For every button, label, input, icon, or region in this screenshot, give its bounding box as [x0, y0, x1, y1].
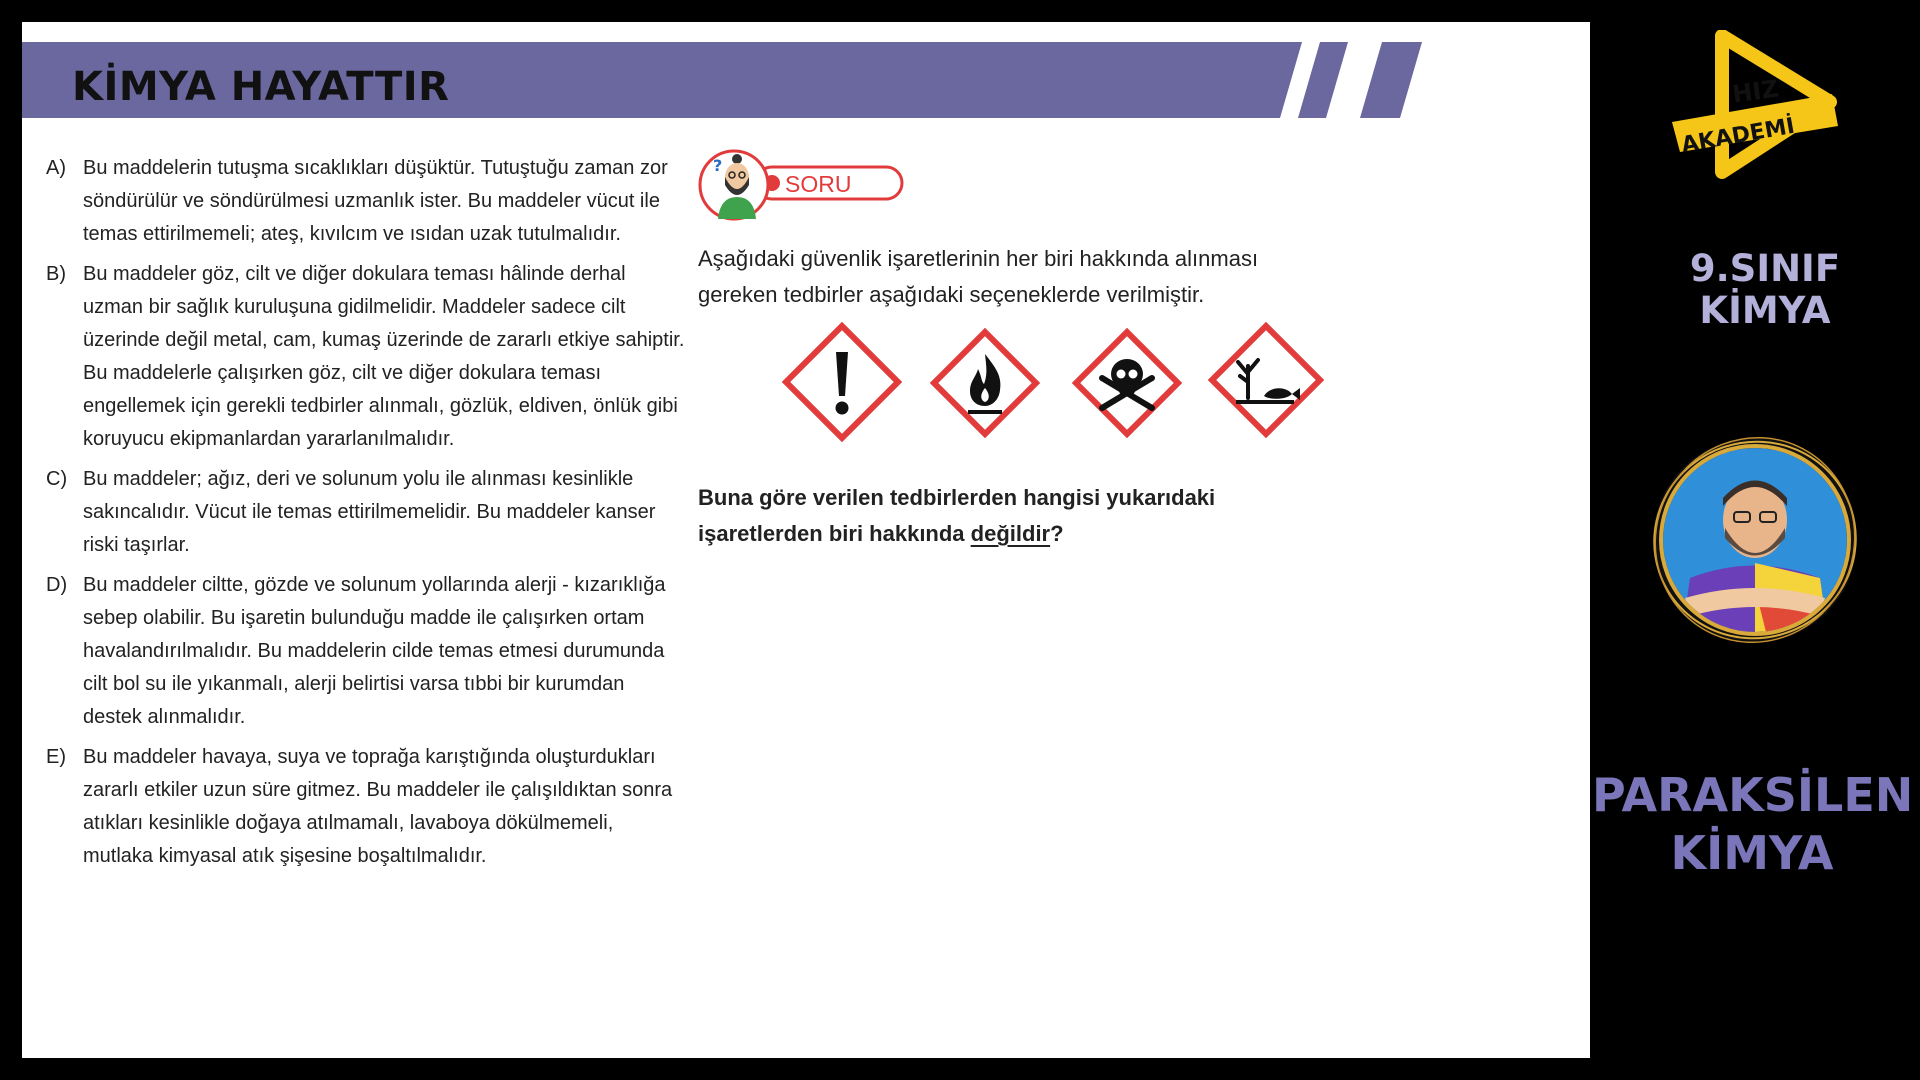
- option-e[interactable]: [46, 741, 686, 873]
- flame-icon: [930, 328, 1040, 438]
- option-text: Bu maddeler havaya, suya ve toprağa karıştığında oluşturdukları zararlı etkiler uzun süre gitmez. Bu maddeler ile çalışıldıktan sonra atıkları kesinlikle doğaya atılmamalı, lavaboya dökülmemeli, mutlaka kimyasal atık şişesine boşaltılmalıdır.: [83, 746, 673, 867]
- option-letter: B): [46, 263, 66, 285]
- teacher-photo: [1650, 428, 1860, 656]
- option-a[interactable]: [46, 152, 686, 251]
- hazard-signs: [760, 322, 1320, 457]
- question-main-text: Buna göre verilen tedbirlerden hangisi yukarıdaki işaretlerden biri hakkında: [698, 485, 1216, 546]
- exclamation-icon: [782, 322, 902, 442]
- grade-label: 9.SINIF KİMYA: [1689, 247, 1841, 332]
- svg-text:?: ?: [713, 156, 723, 175]
- option-text: Bu maddelerin tutuşma sıcaklıkları düşüktür. Tutuştuğu zaman zor söndürülür ve söndürülmesi uzmanlık ister. Bu maddeler vücut ile temas ettirilmemeli; ateş, kıvılcım ve ısıdan uzak tutulmalıdır.: [83, 157, 668, 245]
- slide: [22, 22, 1590, 1058]
- option-letter: A): [46, 157, 66, 179]
- environment-hazard-icon: [1208, 322, 1324, 438]
- title-banner: [22, 42, 1590, 140]
- question-mark: ?: [1050, 521, 1064, 546]
- page-title: KİMYA HAYATTIR: [72, 64, 450, 110]
- question-intro: Aşağıdaki güvenlik işaretlerinin her biri hakkında alınması gereken tedbirler aşağıdaki seçeneklerde verilmiştir.: [698, 246, 1259, 307]
- option-d[interactable]: [46, 569, 686, 734]
- question-main-emphasis: değildir: [970, 521, 1051, 546]
- soru-badge: [698, 145, 908, 225]
- channel-name: PARAKSİLEN KİMYA: [1592, 768, 1914, 880]
- question-main: [698, 480, 1318, 552]
- answer-options: [46, 152, 686, 880]
- option-c[interactable]: [46, 463, 686, 562]
- option-letter: E): [46, 746, 66, 768]
- option-text: Bu maddeler ciltte, gözde ve solunum yollarında alerji - kızarıklığa sebep olabilir. Bu işaretin bulunduğu madde ile çalışırken ortam havalandırılmalıdır. Bu maddelerin cilde temas etmesi durumunda cilt bol su ile yıkanmalı, alerji belirtisi varsa tıbbi bir kurumdan destek alınmalıdır.: [83, 574, 666, 728]
- svg-text:AKADEMİ: AKADEMİ: [1679, 113, 1797, 159]
- option-letter: C): [46, 468, 68, 490]
- svg-text:HIZ: HIZ: [1730, 74, 1781, 109]
- option-b[interactable]: [46, 258, 686, 456]
- skull-crossbones-icon: [1072, 328, 1182, 438]
- hiz-akademi-logo: [1672, 30, 1840, 180]
- option-text: Bu maddeler; ağız, deri ve solunum yolu ile alınması kesinlikle sakıncalıdır. Vücut ile temas ettirilmemelidir. Bu maddeler kanser riski taşırlar.: [83, 468, 656, 556]
- soru-label: SORU: [785, 171, 852, 197]
- option-text: Bu maddeler göz, cilt ve diğer dokulara teması hâlinde derhal uzman bir sağlık kuruluşuna gidilmelidir. Maddeler sadece cilt üzerinde değil metal, cam, kumaş üzerinde de zararlı etkiye sahiptir. Bu maddelerle çalışırken göz, cilt ve diğer dokulara teması engellemek için gerekli tedbirler alınmalı, gözlük, eldiven, önlük gibi koruyucu ekipmanlardan yararlanılmalıdır.: [83, 263, 685, 450]
- teacher-avatar-icon: [700, 151, 768, 219]
- option-letter: D): [46, 574, 68, 596]
